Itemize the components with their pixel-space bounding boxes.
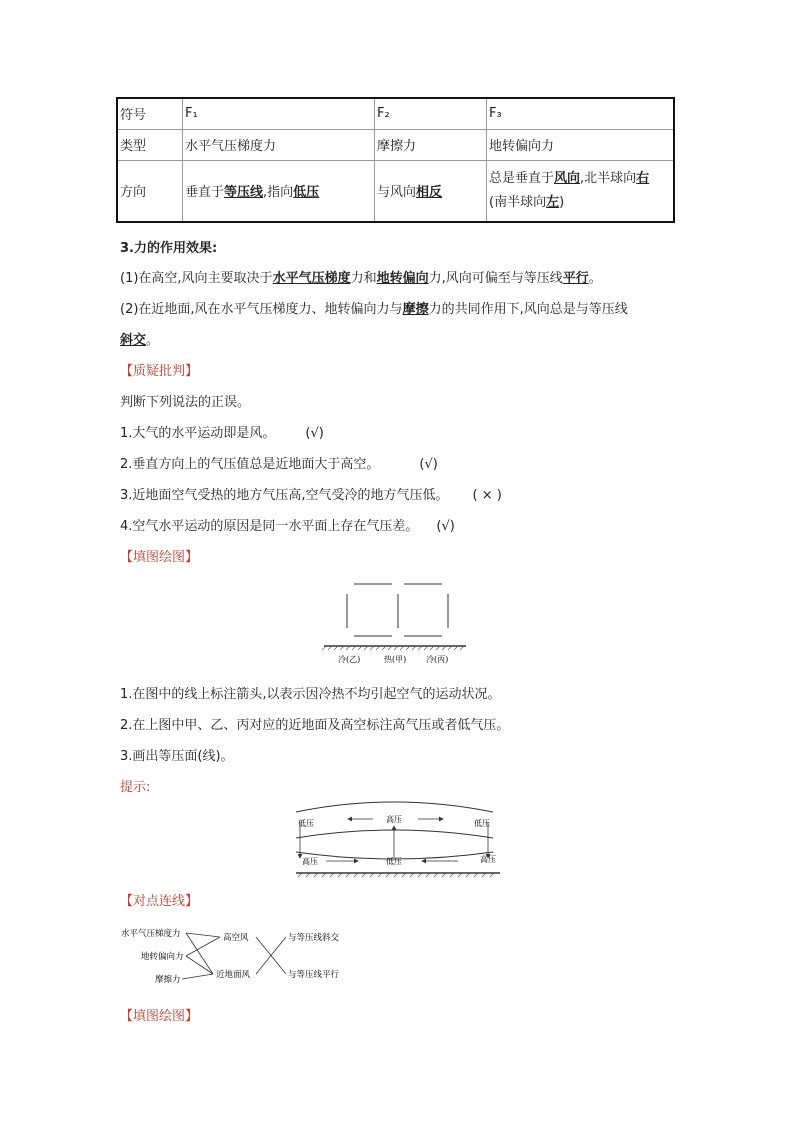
judge-text: 3.近地面空气受热的地方气压高,空气受冷的地方气压低。: [120, 488, 449, 503]
text: 力的共同作用下,风向总是与等压线: [428, 302, 628, 317]
section-tag: 【对点连线】: [120, 894, 199, 909]
cell-text: ,指向: [263, 185, 294, 201]
text: 。: [146, 333, 160, 348]
table-row: [117, 98, 674, 129]
answer-text: 等压线: [224, 185, 264, 201]
table-cell: 地转偏向力: [487, 129, 675, 160]
text: 力,风向可偏至与等压线: [428, 271, 563, 286]
label-cold-yi: 冷(乙): [338, 655, 361, 664]
answer-text: 右: [636, 170, 650, 186]
judge-mark: (√): [419, 457, 438, 472]
hint-label: 提示:: [120, 780, 151, 795]
match-mid-item: 高空风: [223, 933, 249, 943]
cell-text: (南半球向: [489, 194, 547, 210]
judge-item: [120, 484, 502, 503]
answer-text: 平行: [562, 271, 589, 286]
paragraph: [120, 329, 159, 348]
table-cell: F₃: [487, 98, 675, 129]
table-cell: [183, 160, 375, 222]
answer-text: 低压: [293, 185, 320, 201]
judge-item: [120, 453, 438, 472]
question-text: 3.画出等压面(线)。: [120, 749, 234, 764]
judge-item: [120, 422, 324, 441]
judge-mark: (√): [305, 426, 324, 441]
answer-text: 摩擦: [402, 302, 429, 317]
question-text: 2.在上图中甲、乙、丙对应的近地面及高空标注高气压或者低气压。: [120, 718, 510, 733]
judge-mark: ( × ): [472, 488, 502, 503]
match-right-item: 与等压线平行: [288, 970, 340, 980]
match-left-item: 水平气压梯度力: [121, 929, 181, 939]
text: 力和: [350, 271, 377, 286]
section-tag: 【填图绘图】: [120, 550, 199, 565]
label-high-left: 低压: [298, 819, 314, 828]
label-low-right: 高压: [480, 855, 496, 864]
label-hot-jia: 热(甲): [384, 655, 407, 664]
judge-item: [120, 515, 455, 534]
answer-text: 相反: [416, 185, 443, 201]
cell-text: 与风向: [377, 185, 417, 201]
answer-text: 风向: [554, 170, 581, 186]
match-left-item: 地转偏向力: [141, 952, 184, 962]
intro-text: 判断下列说法的正误。: [120, 395, 251, 410]
label-high-mid: 高压: [386, 815, 402, 824]
label-low-left: 高压: [302, 857, 318, 866]
judge-text: 4.空气水平运动的原因是同一水平面上存在气压差。: [120, 519, 419, 534]
paragraph: [120, 267, 602, 286]
pressure-diagram: [288, 800, 508, 882]
table-cell: [487, 160, 675, 222]
answer-text: 水平气压梯度: [272, 271, 351, 286]
answer-text: 左: [546, 194, 560, 210]
label-cold-bing: 冷(丙): [426, 655, 449, 664]
table-cell: 方向: [117, 160, 183, 222]
table-cell: 符号: [117, 98, 183, 129]
match-mid-item: 近地面风: [216, 970, 251, 980]
judge-mark: (√): [436, 519, 455, 534]
match-right-item: 与等压线斜交: [288, 933, 340, 943]
judge-text: 2.垂直方向上的气压值总是近地面大于高空。: [120, 457, 380, 472]
section-heading: 3.力的作用效果:: [120, 241, 218, 256]
paragraph: [120, 298, 628, 317]
table-cell: F₁: [183, 98, 375, 129]
table-row: [117, 129, 674, 160]
cell-text: 垂直于: [185, 185, 225, 201]
cell-text: ): [559, 194, 565, 210]
judge-text: 1.大气的水平运动即是风。: [120, 426, 276, 441]
matching-diagram: [116, 920, 366, 990]
table-cell: [375, 160, 487, 222]
question-text: 1.在图中的线上标注箭头,以表示因冷热不均引起空气的运动状况。: [120, 687, 501, 702]
text: (2)在近地面,风在水平气压梯度力、地转偏向力与: [120, 302, 403, 317]
answer-text: 斜交: [120, 333, 147, 348]
text: 。: [588, 271, 602, 286]
table-row: [117, 160, 674, 222]
label-low-mid: 低压: [386, 857, 402, 866]
table-cell: 水平气压梯度力: [183, 129, 375, 160]
section-tag: 【填图绘图】: [120, 1009, 199, 1024]
label-high-right: 低压: [474, 819, 490, 828]
circulation-diagram: [320, 574, 470, 666]
force-table: [116, 97, 675, 223]
cell-text: ,北半球向: [580, 170, 637, 186]
answer-text: 地转偏向: [376, 271, 429, 286]
table-cell: 摩擦力: [375, 129, 487, 160]
table-cell: F₂: [375, 98, 487, 129]
table-cell: 类型: [117, 129, 183, 160]
cell-text: 总是垂直于: [489, 170, 555, 186]
text: (1)在高空,风向主要取决于: [120, 271, 273, 286]
match-left-item: 摩擦力: [155, 975, 181, 985]
section-tag: 【质疑批判】: [120, 364, 199, 379]
